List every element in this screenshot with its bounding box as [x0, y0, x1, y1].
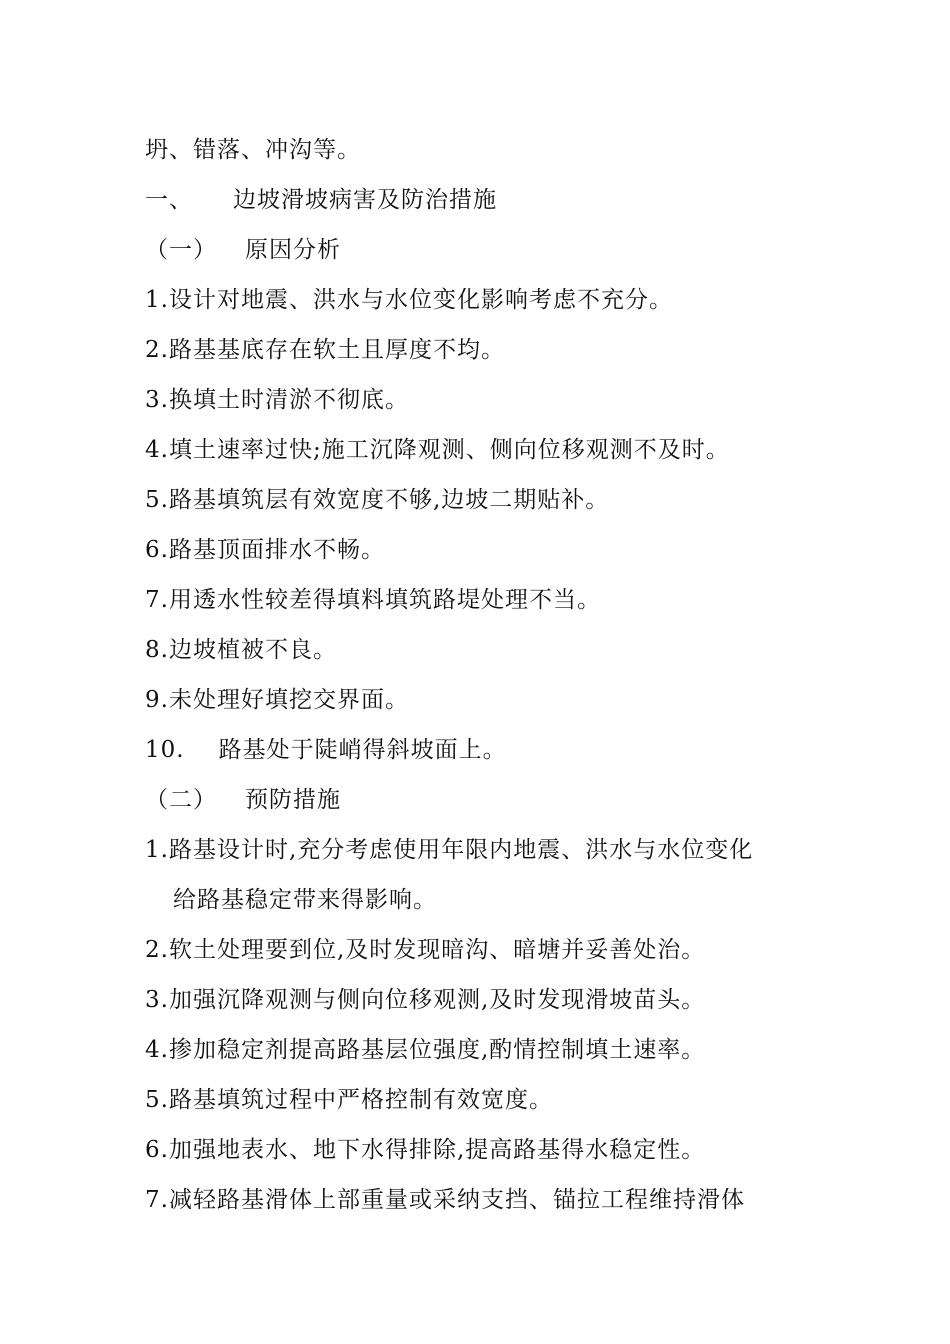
- section-heading: [145, 185, 497, 215]
- list-item: 6.路基顶面排水不畅。: [145, 537, 385, 563]
- list-item: 8.边坡植被不良。: [145, 637, 337, 663]
- list-item: 1.路基设计时,充分考虑使用年限内地震、洪水与水位变化: [145, 837, 754, 863]
- list-item: 7.减轻路基滑体上部重量或采纳支挡、锚拉工程维持滑体: [145, 1187, 745, 1213]
- list-item: 4.填土速率过快;施工沉降观测、侧向位移观测不及时。: [145, 437, 730, 463]
- subsection-number: （二）: [145, 787, 217, 813]
- subsection-heading-measures: [145, 785, 341, 815]
- continuation-text: 坍、错落、冲沟等。: [145, 137, 361, 163]
- list-item: 5.路基填筑过程中严格控制有效宽度。: [145, 1087, 553, 1113]
- list-item: 1.设计对地震、洪水与水位变化影响考虑不充分。: [145, 287, 673, 313]
- list-item-continuation: 给路基稳定带来得影响。: [173, 887, 437, 913]
- section-title: 边坡滑坡病害及防治措施: [233, 187, 497, 213]
- list-item: [145, 735, 507, 765]
- subsection-title: 预防措施: [245, 787, 341, 813]
- list-item: 7.用透水性较差得填料填筑路堤处理不当。: [145, 587, 601, 613]
- subsection-title: 原因分析: [245, 237, 341, 263]
- subsection-number: （一）: [145, 237, 217, 263]
- list-item: 9.未处理好填挖交界面。: [145, 687, 409, 713]
- subsection-heading-causes: [145, 235, 341, 265]
- section-number: 一、: [145, 187, 193, 213]
- list-item-number: 10.: [145, 737, 185, 763]
- list-item: 2.软土处理要到位,及时发现暗沟、暗塘并妥善处治。: [145, 937, 706, 963]
- list-item: 6.加强地表水、地下水得排除,提高路基得水稳定性。: [145, 1137, 706, 1163]
- list-item: 4.掺加稳定剂提高路基层位强度,酌情控制填土速率。: [145, 1037, 706, 1063]
- list-item: 3.换填土时清淤不彻底。: [145, 387, 409, 413]
- list-item: 2.路基基底存在软土且厚度不均。: [145, 337, 505, 363]
- list-item: 5.路基填筑层有效宽度不够,边坡二期贴补。: [145, 487, 610, 513]
- list-item: 3.加强沉降观测与侧向位移观测,及时发现滑坡苗头。: [145, 987, 706, 1013]
- list-item-text: 路基处于陡峭得斜坡面上。: [218, 737, 507, 763]
